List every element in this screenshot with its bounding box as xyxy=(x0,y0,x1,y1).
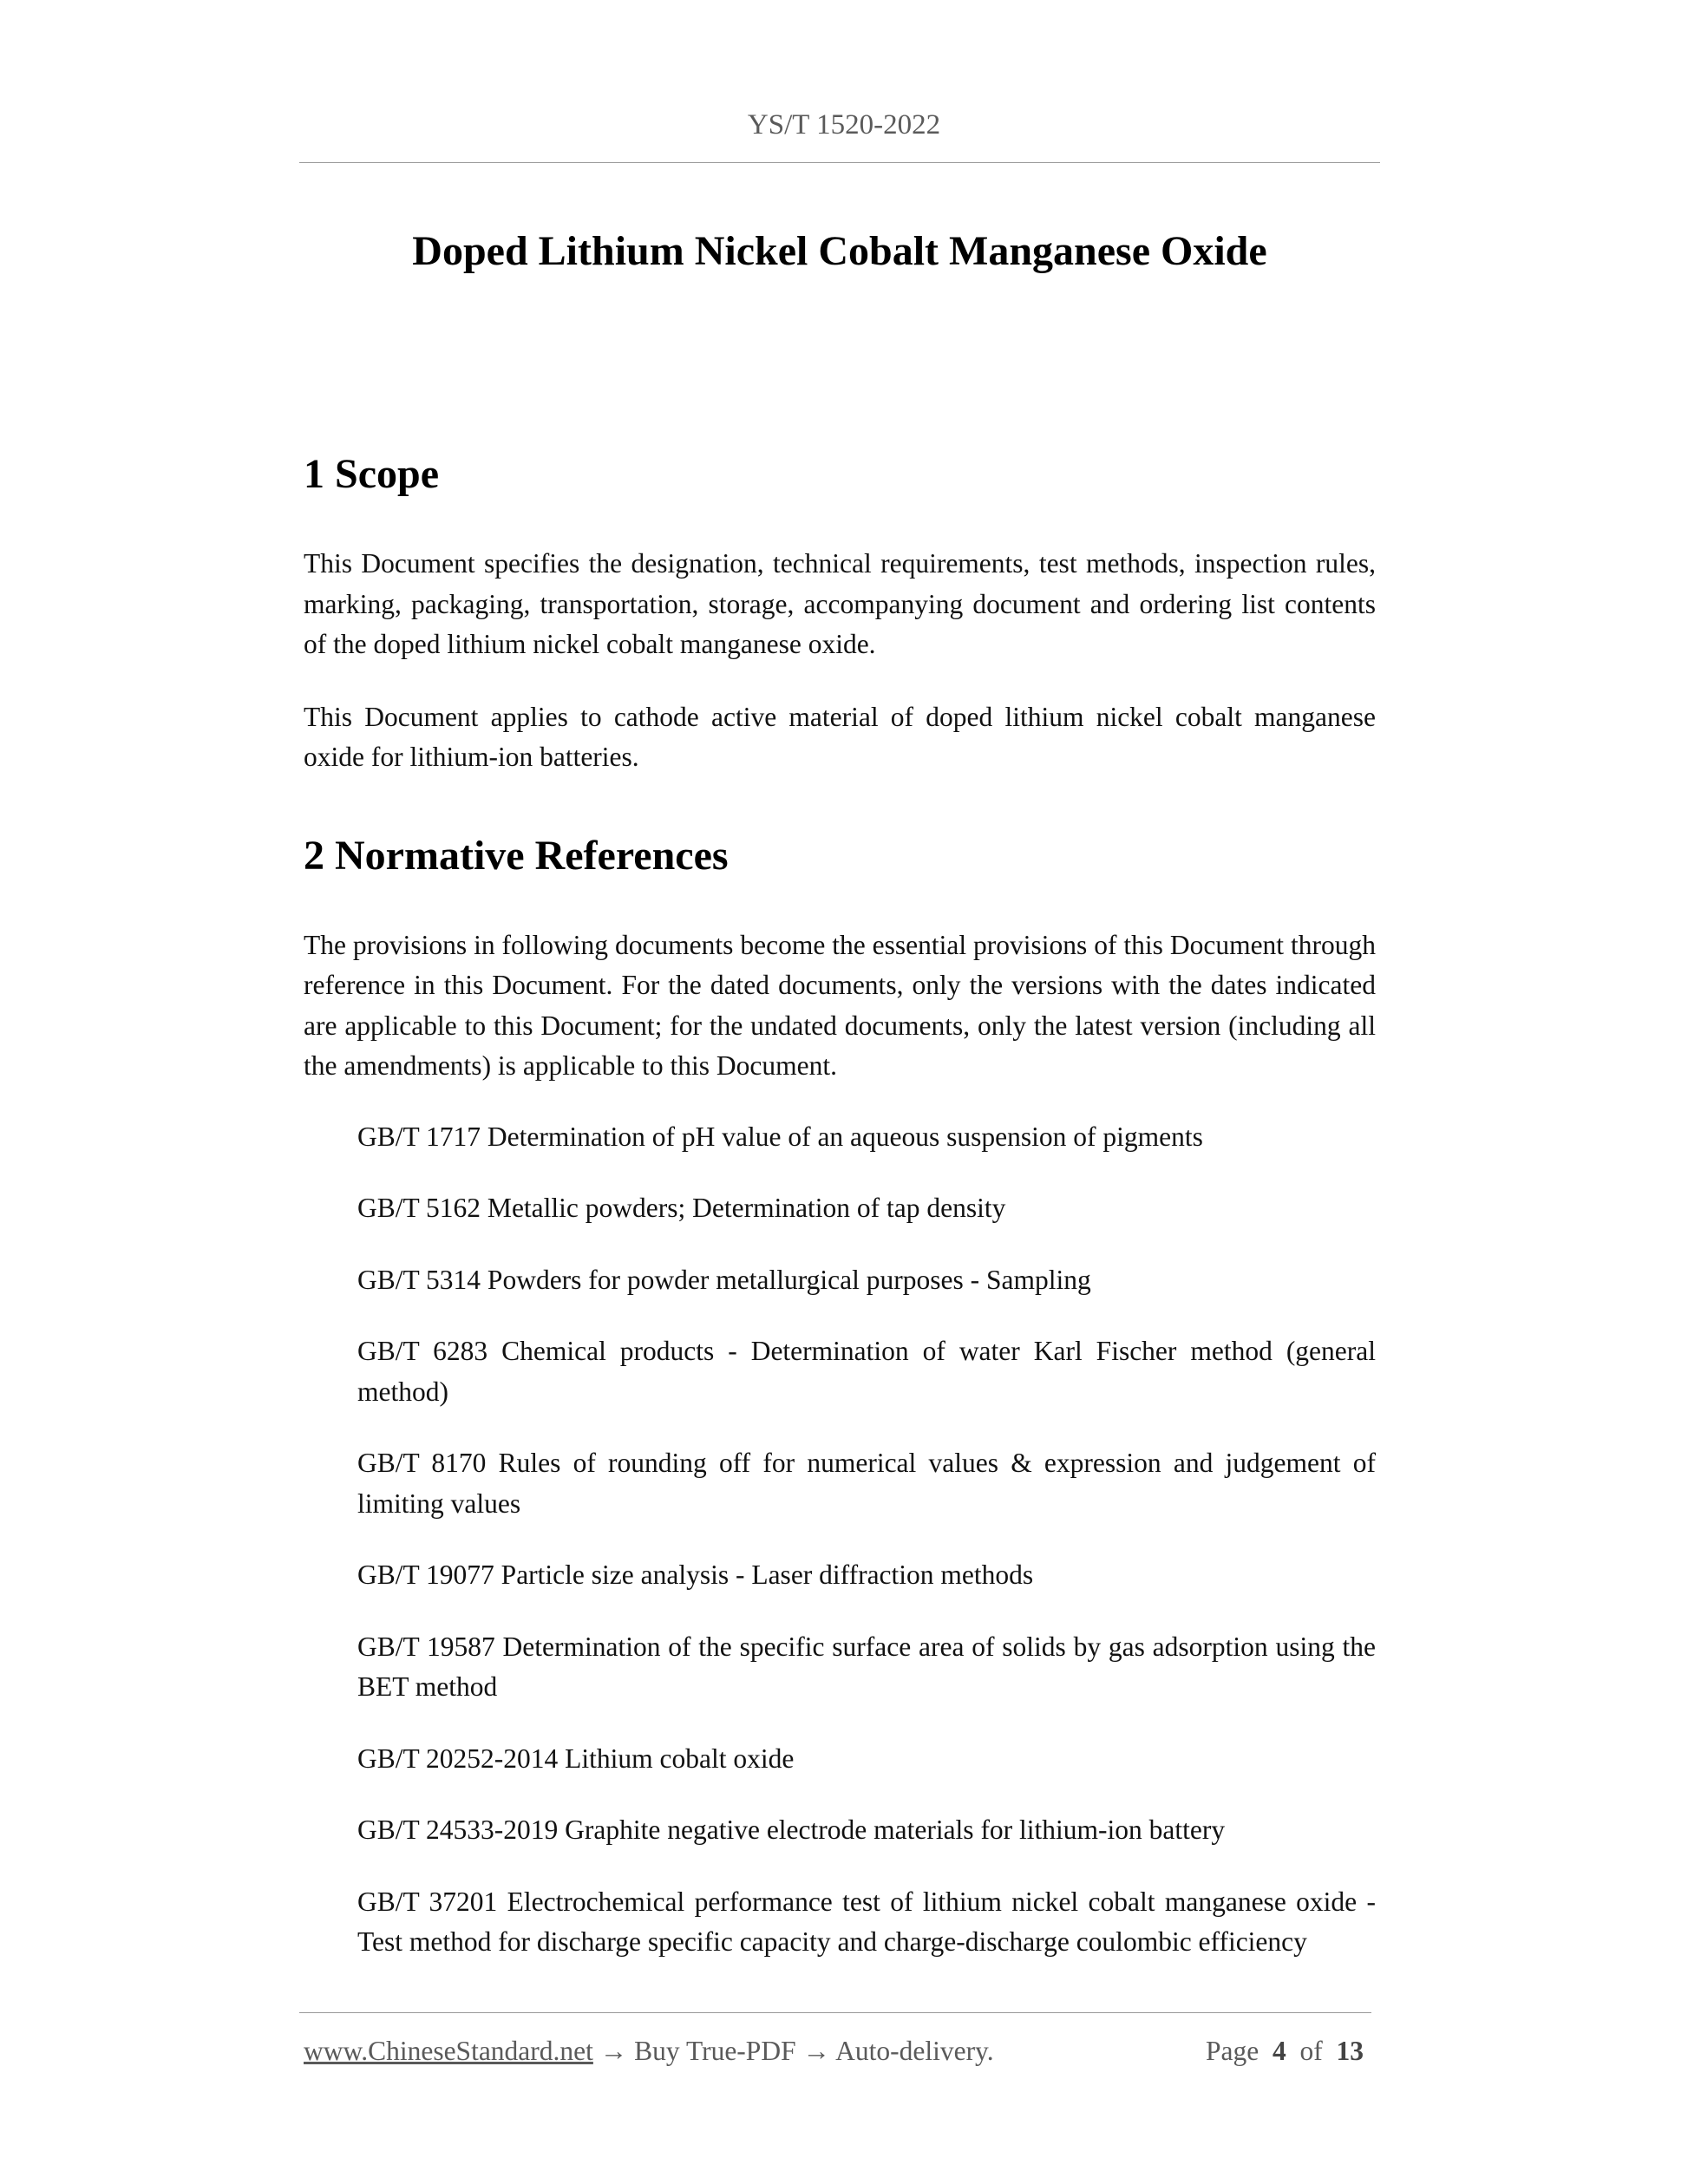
reference-item: GB/T 5162 Metallic powders; Determination of tap density xyxy=(357,1193,1006,1223)
reference-item: GB/T 5314 Powders for powder metallurgical purposes - Sampling xyxy=(357,1264,1091,1295)
reference-item: GB/T 20252-2014 Lithium cobalt oxide xyxy=(357,1743,795,1774)
reference-item: GB/T 37201 Electrochemical performance test of lithium nickel cobalt manganese oxide - Test method for discharge specific capacity and charge-discharge coulombic efficiency xyxy=(357,1886,1376,1957)
section-1-heading: 1 Scope xyxy=(304,451,439,497)
page-of-label: of xyxy=(1299,2036,1323,2066)
reference-item: GB/T 24533-2019 Graphite negative electrode materials for lithium-ion battery xyxy=(357,1815,1226,1845)
reference-item: GB/T 19077 Particle size analysis - Laser diffraction methods xyxy=(357,1560,1034,1590)
header-doc-code: YS/T 1520-2022 xyxy=(747,109,941,141)
footer-promo xyxy=(304,2034,994,2069)
auto-delivery-text: Auto-delivery. xyxy=(835,2036,994,2066)
reference-item: GB/T 19587 Determination of the specific surface area of solids by gas adsorption using the BET method xyxy=(357,1631,1376,1702)
reference-item: GB/T 8170 Rules of rounding off for numerical values & expression and judgement of limiting values xyxy=(357,1448,1376,1519)
arrow-right-icon: → xyxy=(802,2036,830,2066)
current-page-number: 4 xyxy=(1273,2036,1286,2066)
reference-item: GB/T 1717 Determination of pH value of an aqueous suspension of pigments xyxy=(357,1121,1203,1152)
footer-divider xyxy=(299,2012,1371,2013)
section-2-heading: 2 Normative References xyxy=(304,832,729,879)
section-1-paragraph: This Document specifies the designation, technical requirements, test methods, inspection rules, marking, packaging, transportation, storage, accompanying document and ordering list contents of the doped lithium nickel cobalt manganese oxide. xyxy=(304,548,1376,659)
arrow-right-icon: → xyxy=(599,2036,628,2066)
section-1-paragraph: This Document applies to cathode active material of doped lithium nickel cobalt manganese oxide for lithium-ion batteries. xyxy=(304,701,1376,772)
site-link[interactable]: www.ChineseStandard.net xyxy=(304,2036,593,2066)
page-indicator xyxy=(1206,2034,1364,2069)
section-2-paragraph: The provisions in following documents become the essential provisions of this Document through reference in this Document. For the dated documents, only the versions with the dates indicated are applicable to this Document; for the undated documents, only the latest version (including all the amendments) is applicable to this Document. xyxy=(304,929,1376,1081)
normative-reference-list xyxy=(304,1117,1376,1963)
page-label: Page xyxy=(1206,2036,1259,2066)
total-page-count: 13 xyxy=(1336,2036,1364,2066)
document-body xyxy=(304,447,1376,1963)
buy-true-pdf-text: Buy True-PDF xyxy=(634,2036,796,2066)
header-divider xyxy=(299,162,1380,163)
reference-item: GB/T 6283 Chemical products - Determination of water Karl Fischer method (general method) xyxy=(357,1336,1376,1407)
document-title: Doped Lithium Nickel Cobalt Manganese Oxide xyxy=(412,228,1267,274)
